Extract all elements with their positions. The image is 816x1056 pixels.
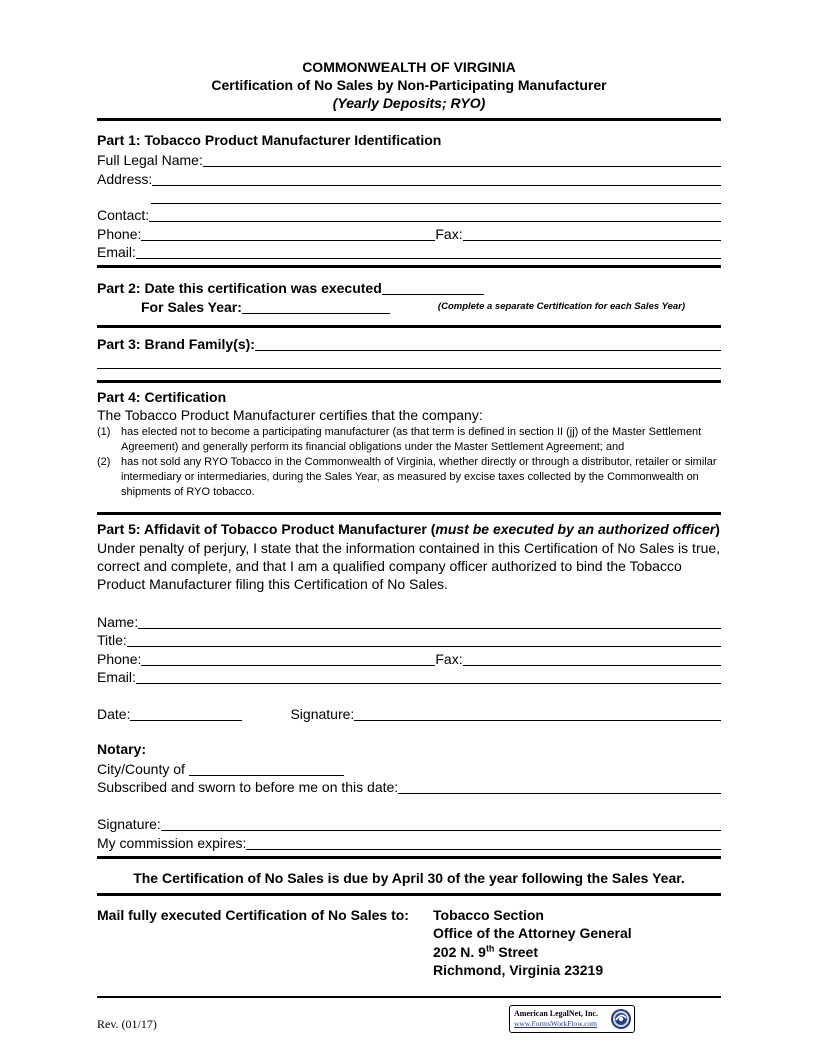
mail-instructions: Mail fully executed Certification of No Sales to: xyxy=(97,907,409,923)
officer-name-label: Name: xyxy=(97,614,139,630)
date-label: Date: xyxy=(97,706,131,722)
contact-field[interactable] xyxy=(149,208,721,222)
officer-phone-label: Phone: xyxy=(97,651,142,667)
notary-title: Notary: xyxy=(97,741,147,757)
officer-fax-label: Fax: xyxy=(435,651,463,667)
address-line2-field[interactable] xyxy=(151,190,721,204)
officer-title-row xyxy=(97,630,721,648)
email-row xyxy=(97,242,721,260)
full-legal-name-row xyxy=(97,150,721,168)
part5-title xyxy=(97,521,720,537)
brand-family-field[interactable] xyxy=(255,337,721,351)
signature-label: Signature: xyxy=(290,706,355,722)
list-item-number: (2) xyxy=(97,456,111,468)
form-header xyxy=(97,58,721,112)
officer-title-field[interactable] xyxy=(127,633,721,647)
section-divider xyxy=(97,265,721,268)
section-divider xyxy=(97,893,721,896)
sales-year-label: For Sales Year: xyxy=(141,299,242,315)
street-name: Street xyxy=(494,943,539,960)
header-form-title: Certification of No Sales by Non-Participating Manufacturer xyxy=(211,77,607,93)
notary-signature-label: Signature: xyxy=(97,816,161,832)
address-line2-row xyxy=(151,187,721,205)
header-commonwealth: COMMONWEALTH OF VIRGINIA xyxy=(302,59,516,75)
officer-phone-field[interactable] xyxy=(141,652,435,666)
header-subtitle: (Yearly Deposits; RYO) xyxy=(332,95,486,111)
certification-list xyxy=(97,425,721,500)
part2-title: Part 2: Date this certification was executed xyxy=(97,280,382,296)
part1-title: Part 1: Tobacco Product Manufacturer Identification xyxy=(97,132,442,148)
address-line: Office of the Attorney General xyxy=(433,925,632,942)
globe-swirl-icon xyxy=(610,1008,632,1030)
address-line: Tobacco Section xyxy=(433,907,544,923)
sworn-date-field[interactable] xyxy=(398,780,721,794)
city-county-row xyxy=(97,759,721,777)
due-date-notice: The Certification of No Sales is due by April 30 of the year following the Sales Year. xyxy=(133,870,685,886)
footer-divider xyxy=(97,996,721,998)
phone-fax-row xyxy=(97,224,721,242)
part5-title-suffix: ) xyxy=(715,521,720,537)
notary-signature-row xyxy=(97,814,721,832)
city-county-label: City/County of xyxy=(97,761,185,777)
full-legal-name-field[interactable] xyxy=(203,153,721,167)
commission-field[interactable] xyxy=(246,836,721,850)
logo-url[interactable]: www.FormsWorkFlow.com xyxy=(514,1019,598,1028)
officer-email-field[interactable] xyxy=(136,670,721,684)
part5-title-emphasis: must be executed by an authorized officer xyxy=(435,521,716,537)
fax-label: Fax: xyxy=(435,226,463,242)
part5-statement: Under penalty of perjury, I state that the information contained in this Certification of No Sales is true, correct and complete, and that I am a qualified company officer authorized to bind the Tobacco Product Manufacturer filing this Certification of No Sales. xyxy=(97,540,721,592)
part4-title: Part 4: Certification xyxy=(97,389,227,405)
officer-name-row xyxy=(97,612,721,630)
officer-fax-field[interactable] xyxy=(463,652,721,666)
email-label: Email: xyxy=(97,244,136,260)
list-item-number: (1) xyxy=(97,426,111,438)
fax-field[interactable] xyxy=(463,227,721,241)
mailing-address xyxy=(433,906,632,979)
date-field[interactable] xyxy=(130,707,242,721)
full-legal-name-label: Full Legal Name: xyxy=(97,152,203,168)
officer-name-field[interactable] xyxy=(138,615,721,629)
sales-year-row xyxy=(141,297,721,315)
logo-company-name: American LegalNet, Inc. xyxy=(514,1009,598,1018)
execution-date-field[interactable] xyxy=(382,281,484,295)
sales-year-note: (Complete a separate Certification for each Sales Year) xyxy=(437,301,686,312)
section-divider xyxy=(97,512,721,515)
list-item xyxy=(97,455,721,500)
notary-signature-field[interactable] xyxy=(161,817,721,831)
list-item-text: has elected not to become a participating manufacturer (as that term is defined in section II (jj) of the Master Settlement Agreement) and generally perform its financial obligations under the Master Settlement Agreement; and xyxy=(121,426,702,453)
brand-family-line2-field[interactable] xyxy=(97,355,721,369)
section-divider xyxy=(97,856,721,859)
officer-phone-fax-row xyxy=(97,649,721,667)
phone-field[interactable] xyxy=(141,227,435,241)
officer-email-label: Email: xyxy=(97,669,136,685)
section-divider xyxy=(97,380,721,383)
date-signature-row xyxy=(97,704,721,722)
sales-year-field[interactable] xyxy=(242,300,390,314)
address-row xyxy=(97,169,721,187)
commission-label: My commission expires: xyxy=(97,835,247,851)
sworn-date-row xyxy=(97,777,721,795)
contact-row xyxy=(97,205,721,223)
part4-intro: The Tobacco Product Manufacturer certifies that the company: xyxy=(97,407,483,423)
section-divider xyxy=(97,118,721,121)
officer-title-label: Title: xyxy=(97,632,127,648)
signature-field[interactable] xyxy=(354,707,721,721)
brand-family-line2-row xyxy=(97,352,721,370)
ordinal-suffix: th xyxy=(485,942,495,953)
address-line xyxy=(433,943,632,961)
part3-title: Part 3: Brand Family(s): xyxy=(97,336,255,352)
address-label: Address: xyxy=(97,171,153,187)
address-line: Richmond, Virginia 23219 xyxy=(433,961,604,978)
revision-label: Rev. (01/17) xyxy=(97,1017,157,1031)
address-field[interactable] xyxy=(152,172,721,186)
list-item-text: has not sold any RYO Tobacco in the Commonwealth of Virginia, whether directly or through a distributor, retailer or similar intermediary or intermediaries, during the Sales Year, as measured by excise taxes collected by the Commonwealth on shipments of RYO tobacco. xyxy=(121,456,717,498)
sworn-date-label: Subscribed and sworn to before me on this date: xyxy=(97,779,399,795)
brand-family-row xyxy=(97,334,721,352)
part5-title-prefix: Part 5: Affidavit of Tobacco Product Manufacturer ( xyxy=(97,521,436,537)
city-county-field[interactable] xyxy=(189,762,344,776)
list-item xyxy=(97,425,721,455)
phone-label: Phone: xyxy=(97,226,142,242)
section-divider xyxy=(97,325,721,328)
part2-date-row xyxy=(97,278,721,296)
officer-email-row xyxy=(97,667,721,685)
street-number: 202 N. 9 xyxy=(433,943,486,960)
publisher-logo[interactable] xyxy=(509,1005,635,1033)
email-field[interactable] xyxy=(136,245,721,259)
commission-row xyxy=(97,833,721,851)
contact-label: Contact: xyxy=(97,207,150,223)
